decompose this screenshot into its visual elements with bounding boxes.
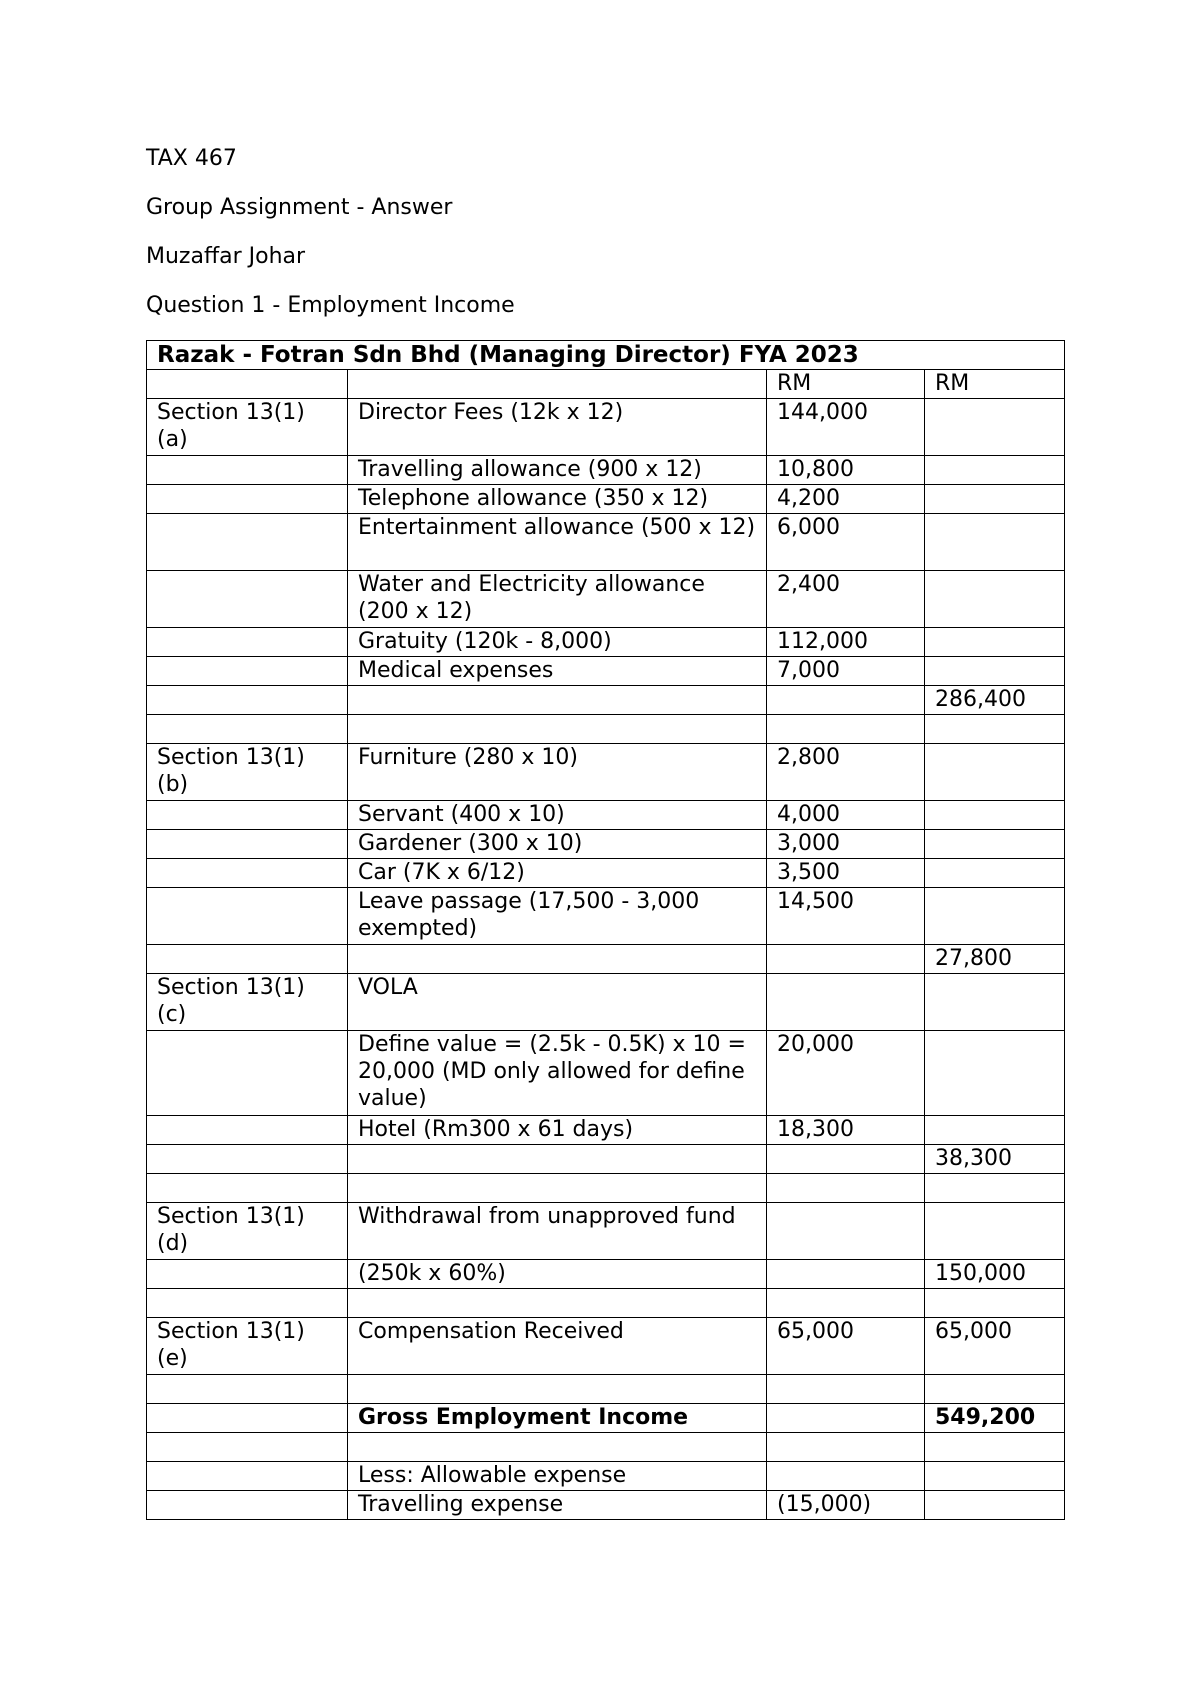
cell-amount: 6,000 (767, 514, 925, 571)
table-row (147, 1031, 1065, 1116)
cell-item: (250k x 60%) (348, 1260, 767, 1289)
cell-total (925, 571, 1065, 628)
cell-amount: 112,000 (767, 628, 925, 657)
cell-total: 286,400 (925, 686, 1065, 715)
cell-total (925, 859, 1065, 888)
cell-total (925, 1462, 1065, 1491)
cell-section (147, 1462, 348, 1491)
cell-item: Withdrawal from unapproved fund (348, 1203, 767, 1260)
cell-section: Section 13(1) (d) (147, 1203, 348, 1260)
cell-section (147, 859, 348, 888)
cell-amount: 3,500 (767, 859, 925, 888)
table-row (147, 1375, 1065, 1404)
header-cell-item (348, 370, 767, 399)
cell-amount (767, 1260, 925, 1289)
question-heading: Question 1 - Employment Income (146, 293, 515, 318)
cell-total (925, 974, 1065, 1031)
cell-item: Travelling expense (348, 1491, 767, 1520)
table-row (147, 657, 1065, 686)
cell-amount: 4,200 (767, 485, 925, 514)
cell-item (348, 1375, 767, 1404)
table-row (147, 456, 1065, 485)
cell-item: Gardener (300 x 10) (348, 830, 767, 859)
cell-amount: 2,400 (767, 571, 925, 628)
assignment-title: Group Assignment - Answer (146, 195, 453, 220)
employment-income-table (146, 340, 1065, 1520)
cell-section (147, 1145, 348, 1174)
table-row (147, 1462, 1065, 1491)
header-cell-total-currency: RM (925, 370, 1065, 399)
cell-section (147, 485, 348, 514)
table-body (147, 341, 1065, 1520)
cell-amount (767, 1375, 925, 1404)
cell-item (348, 715, 767, 744)
cell-total (925, 514, 1065, 571)
table-row (147, 1289, 1065, 1318)
cell-section (147, 1433, 348, 1462)
table-row (147, 571, 1065, 628)
cell-item: Entertainment allowance (500 x 12) (348, 514, 767, 571)
table-title-row (147, 341, 1065, 370)
cell-section (147, 628, 348, 657)
cell-section (147, 1031, 348, 1116)
cell-amount: 65,000 (767, 1318, 925, 1375)
cell-amount (767, 1404, 925, 1433)
cell-total (925, 1491, 1065, 1520)
cell-amount: 10,800 (767, 456, 925, 485)
table-row (147, 686, 1065, 715)
cell-section (147, 1491, 348, 1520)
cell-amount: 20,000 (767, 1031, 925, 1116)
cell-item (348, 945, 767, 974)
cell-total: 65,000 (925, 1318, 1065, 1375)
cell-section: Section 13(1) (c) (147, 974, 348, 1031)
table-row (147, 1404, 1065, 1433)
cell-item: Define value = (2.5k - 0.5K) x 10 = 20,000 (MD only allowed for define value) (348, 1031, 767, 1116)
cell-amount (767, 1203, 925, 1260)
table-row (147, 399, 1065, 456)
cell-amount (767, 1145, 925, 1174)
cell-section (147, 830, 348, 859)
cell-total (925, 485, 1065, 514)
table-row (147, 1491, 1065, 1520)
cell-item (348, 1174, 767, 1203)
cell-amount: 3,000 (767, 830, 925, 859)
author-name: Muzaffar Johar (146, 244, 306, 269)
course-code: TAX 467 (146, 146, 237, 171)
cell-item: Less: Allowable expense (348, 1462, 767, 1491)
cell-amount: 7,000 (767, 657, 925, 686)
cell-amount (767, 1174, 925, 1203)
cell-section (147, 1404, 348, 1433)
cell-section: Section 13(1) (b) (147, 744, 348, 801)
cell-amount: 2,800 (767, 744, 925, 801)
cell-total: 150,000 (925, 1260, 1065, 1289)
cell-item: Hotel (Rm300 x 61 days) (348, 1116, 767, 1145)
table-row (147, 1203, 1065, 1260)
cell-item: Gross Employment Income (348, 1404, 767, 1433)
cell-amount (767, 715, 925, 744)
cell-section (147, 1375, 348, 1404)
cell-total (925, 1116, 1065, 1145)
cell-section (147, 456, 348, 485)
cell-section (147, 1289, 348, 1318)
cell-amount: 18,300 (767, 1116, 925, 1145)
cell-item: Compensation Received (348, 1318, 767, 1375)
cell-section (147, 571, 348, 628)
cell-amount (767, 945, 925, 974)
cell-total (925, 399, 1065, 456)
table-row (147, 801, 1065, 830)
cell-total (925, 1174, 1065, 1203)
cell-section (147, 715, 348, 744)
table-row (147, 1145, 1065, 1174)
cell-total: 38,300 (925, 1145, 1065, 1174)
table-row (147, 888, 1065, 945)
table-row (147, 485, 1065, 514)
cell-total: 549,200 (925, 1404, 1065, 1433)
cell-total (925, 1289, 1065, 1318)
cell-section: Section 13(1) (a) (147, 399, 348, 456)
cell-section (147, 514, 348, 571)
cell-amount (767, 1462, 925, 1491)
table-row (147, 1433, 1065, 1462)
cell-amount: 14,500 (767, 888, 925, 945)
cell-total (925, 744, 1065, 801)
cell-item: Director Fees (12k x 12) (348, 399, 767, 456)
cell-item: Medical expenses (348, 657, 767, 686)
cell-amount (767, 974, 925, 1031)
cell-amount (767, 1433, 925, 1462)
cell-amount: (15,000) (767, 1491, 925, 1520)
table-row (147, 744, 1065, 801)
cell-total (925, 657, 1065, 686)
cell-item: VOLA (348, 974, 767, 1031)
cell-item: Car (7K x 6/12) (348, 859, 767, 888)
cell-amount (767, 686, 925, 715)
cell-total: 27,800 (925, 945, 1065, 974)
cell-item (348, 1145, 767, 1174)
table-row (147, 514, 1065, 571)
cell-item: Travelling allowance (900 x 12) (348, 456, 767, 485)
table-row (147, 945, 1065, 974)
cell-total (925, 1031, 1065, 1116)
table-row (147, 974, 1065, 1031)
cell-total (925, 1433, 1065, 1462)
cell-section (147, 888, 348, 945)
cell-section (147, 657, 348, 686)
cell-item (348, 1433, 767, 1462)
cell-amount (767, 1289, 925, 1318)
cell-total (925, 888, 1065, 945)
cell-section (147, 686, 348, 715)
cell-total (925, 628, 1065, 657)
cell-item: Water and Electricity allowance (200 x 12) (348, 571, 767, 628)
cell-section (147, 1116, 348, 1145)
header-cell-section (147, 370, 348, 399)
cell-section (147, 1260, 348, 1289)
currency-header-row (147, 370, 1065, 399)
cell-item: Gratuity (120k - 8,000) (348, 628, 767, 657)
cell-total (925, 801, 1065, 830)
cell-section (147, 1174, 348, 1203)
cell-item (348, 1289, 767, 1318)
cell-item: Telephone allowance (350 x 12) (348, 485, 767, 514)
cell-amount: 4,000 (767, 801, 925, 830)
cell-item: Leave passage (17,500 - 3,000 exempted) (348, 888, 767, 945)
cell-item: Servant (400 x 10) (348, 801, 767, 830)
header-cell-amount-currency: RM (767, 370, 925, 399)
table-row (147, 1260, 1065, 1289)
table-row (147, 1318, 1065, 1375)
cell-total (925, 830, 1065, 859)
cell-section (147, 801, 348, 830)
table-title: Razak - Fotran Sdn Bhd (Managing Director) FYA 2023 (147, 341, 1065, 370)
cell-total (925, 456, 1065, 485)
table-row (147, 628, 1065, 657)
cell-item (348, 686, 767, 715)
table-row (147, 1174, 1065, 1203)
cell-section: Section 13(1) (e) (147, 1318, 348, 1375)
table-row (147, 859, 1065, 888)
cell-amount: 144,000 (767, 399, 925, 456)
cell-item: Furniture (280 x 10) (348, 744, 767, 801)
cell-total (925, 1375, 1065, 1404)
table-row (147, 715, 1065, 744)
cell-total (925, 715, 1065, 744)
cell-section (147, 945, 348, 974)
cell-total (925, 1203, 1065, 1260)
table-row (147, 830, 1065, 859)
table-row (147, 1116, 1065, 1145)
